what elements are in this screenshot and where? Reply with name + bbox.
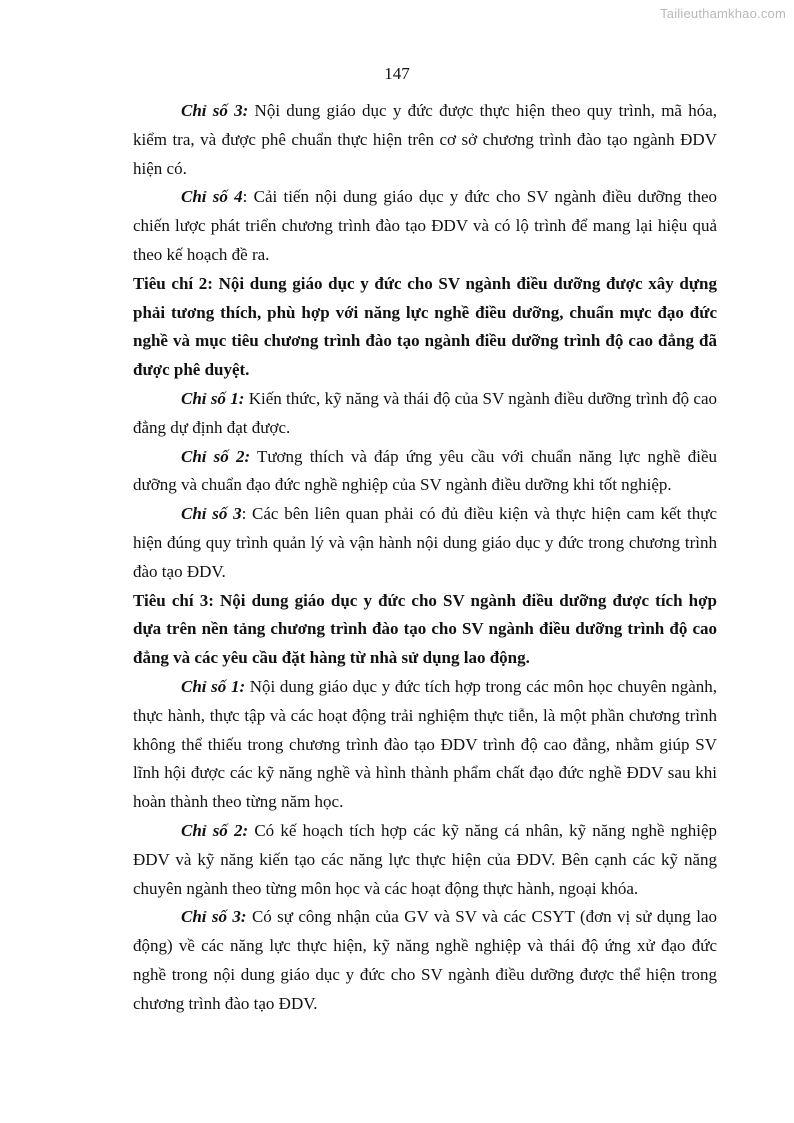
indicator-paragraph — [133, 817, 717, 903]
indicator-text: Nội dung giáo dục y đức tích hợp trong các môn học chuyên ngành, thực hành, thực tập và các hoạt động trải nghiệm thực tiễn, là một phần chương trình không thể thiếu trong chương trình đào tạo ĐDV trình độ cao đẳng, nhằm giúp SV lĩnh hội được các kỹ năng nghề và hình thành phẩm chất đạo đức nghề ĐDV sau khi hoàn thành theo từng năm học. — [133, 676, 717, 812]
indicator-paragraph — [133, 673, 717, 817]
indicator-text: Tương thích và đáp ứng yêu cầu với chuẩn năng lực nghề điều dưỡng và chuẩn đạo đức nghề nghiệp của SV ngành điều dưỡng khi tốt nghiệp. — [133, 446, 717, 495]
indicator-label: Chỉ số 1: — [181, 676, 246, 696]
indicator-text: Có sự công nhận của GV và SV và các CSYT (đơn vị sử dụng lao động) về các năng lực thực hiện, kỹ năng nghề nghiệp và thái độ ứng xử đạo đức nghề trong nội dung giáo dục y đức cho SV ngành điều dưỡng được thể hiện trong chương trình đào tạo ĐDV. — [133, 907, 717, 1013]
page-number: 147 — [384, 64, 410, 83]
indicator-label: Chỉ số 3: — [181, 907, 247, 927]
indicator-text: Nội dung giáo dục y đức được thực hiện theo quy trình, mã hóa, kiểm tra, và được phê chuẩn thực hiện trên cơ sở chương trình đào tạo ngành ĐDV hiện có. — [133, 101, 718, 178]
indicator-label: Chỉ số 4 — [181, 187, 243, 207]
indicator-label: Chỉ số 2: — [181, 820, 249, 840]
indicator-paragraph — [133, 183, 717, 269]
indicator-paragraph — [133, 385, 717, 443]
indicator-text: : Các bên liên quan phải có đủ điều kiện và thực hiện cam kết thực hiện đúng quy trình quản lý và vận hành nội dung giáo dục y đức trong chương trình đào tạo ĐDV. — [133, 504, 717, 581]
indicator-paragraph — [133, 443, 717, 501]
criterion-heading: Tiêu chí 2: Nội dung giáo dục y đức cho SV ngành điều dưỡng được xây dựng phải tương thích, phù hợp với năng lực nghề điều dưỡng, chuẩn mực đạo đức nghề và mục tiêu chương trình đào tạo ngành điều dưỡng trình độ cao đẳng đã được phê duyệt. — [133, 273, 717, 380]
indicator-label: Chỉ số 3 — [181, 504, 242, 524]
indicator-text: Có kế hoạch tích hợp các kỹ năng cá nhân, kỹ năng nghề nghiệp ĐDV và kỹ năng kiến tạo các năng lực thực hiện của ĐDV. Bên cạnh các kỹ năng chuyên ngành theo từng môn học và các hoạt động thực hành, ngoại khóa. — [133, 820, 718, 898]
indicator-paragraph — [133, 500, 717, 586]
indicator-text: Kiến thức, kỹ năng và thái độ của SV ngành điều dưỡng trình độ cao đẳng dự định đạt được. — [133, 388, 718, 437]
watermark: Tailieuthamkhao.com — [660, 6, 786, 21]
criterion-heading: Tiêu chí 3: Nội dung giáo dục y đức cho SV ngành điều dưỡng được tích hợp dựa trên nền tảng chương trình đào tạo cho SV ngành điều dưỡng trình độ cao đẳng và các yêu cầu đặt hàng từ nhà sử dụng lao động. — [133, 590, 717, 668]
indicator-paragraph — [133, 903, 717, 1018]
indicator-label: Chỉ số 2: — [181, 446, 251, 466]
indicator-paragraph — [133, 97, 717, 183]
indicator-text: : Cải tiến nội dung giáo dục y đức cho SV ngành điều dưỡng theo chiến lược phát triển chương trình đào tạo ĐDV và có lộ trình để mang lại hiệu quả theo kế hoạch đề ra. — [133, 187, 718, 264]
indicator-label: Chỉ số 3: — [181, 101, 249, 120]
indicator-label: Chỉ số 1: — [181, 388, 245, 408]
document-body — [133, 97, 717, 1019]
